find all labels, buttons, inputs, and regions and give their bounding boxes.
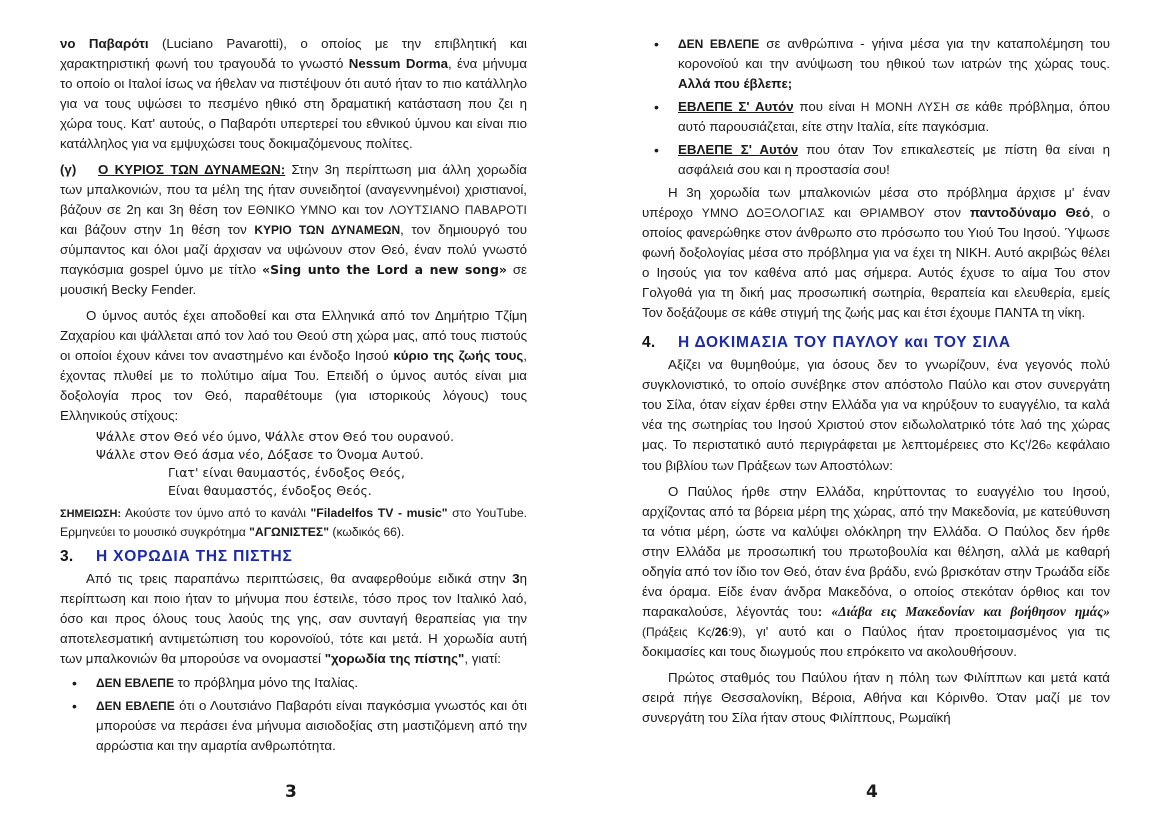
right-paragraph-2 [642, 355, 1110, 476]
list-item [642, 34, 1110, 94]
text-bold: ΔΕΝ ΕΒΛΕΠΕ [96, 676, 174, 690]
text-bold: Nessum Dorma [348, 56, 448, 71]
left-paragraph-4 [60, 569, 527, 669]
text: , ο οποίος φανερώθηκε στον άνθρωπο στο πρόσωπο του Υιού Του Ιησού. Ύψωσε φωνή δοξολογίας μέσα στο πρόβλημα για να έχει τη ΝΙΚΗ. Αυτό ακριβώς θέλει ο Ιησούς για τον καθένα από μας σήμερα. Αυτός έχυσε το αίμα Του στον Γολγοθά για τη δική μας προσωπική σωτηρία, θεραπεία και ελευθερία, εμείς Τον δοξάζουμε σε κάθε στιγμή της ζωής μας και έτσι έχουμε ΠΑΝΤΑ τη νίκη. [642, 205, 1110, 320]
hymn-line: Γιατ' είναι θαυμαστός, ένδοξος Θεός, [168, 465, 405, 480]
reference-text: (Πράξεις Κς/ [642, 625, 715, 639]
text: σε κάθε πρόβλημα, όπου αυτό παρουσιάζεται, είτε στην Ιταλία, είτε παγκόσμια. [678, 99, 1110, 134]
right-paragraph-3 [642, 482, 1110, 662]
reference-text: :9) [728, 625, 743, 639]
reference-bold: 26 [714, 625, 729, 639]
text-bold: κύριο της ζωής τους [393, 348, 524, 363]
smallcaps-text: ΛΟΥΤΣΙΑΝΟ ΠΑΒΑΡΟΤΙ [388, 203, 528, 217]
text: Ο Παύλος ήρθε στην Ελλάδα, κηρύττοντας το ευαγγέλιο του Ιησού, αρχίζοντας από τα βόρεια μέρη της χώρας, από την Μακεδονία, με κατεύθυνση τα νότια μέρη, ώστε να καλύψει ολόκληρη την Ελλάδα. Ο Παύλος δεν ήρθε στην Ελλάδα με προσωπική του πρωτοβουλία και θέληση, αλλά με καθαρή οδηγία από τον ίδιο τον Θεό, όταν ένα βράδυ, ενώ βρισκόταν στην Τρωάδα είδε ένα όραμα. Είδε έναν άνδρα Μακεδόνα, ο οποίος στεκόταν όρθιος και τον παρακαλούσε, λέγοντάς του [642, 484, 1110, 619]
right-page-column [642, 34, 1110, 728]
text: Αξίζει να θυμηθούμε, για όσους δεν το γνωρίζουν, ένα γεγονός πολύ συγκλονιστικό, το οποίο συνέβηκε στον απόστολο Παύλο και στον συνεργάτη του Σίλα, όταν είχαν έρθει στην Ελλάδα για να κηρύξουν το ευαγγέλιο, τα καλά νέα της σωτηρίας του Ιησού Χριστού στον ειδωλολατρικό τότε λαό της χώρας μας. Το περιστατικό αυτό περιγράφεται με λεπτομέρειες στο Κς'/26 [642, 357, 1110, 452]
left-page-column [60, 34, 527, 759]
note-paragraph [60, 504, 527, 541]
text-bold: 3 [512, 571, 520, 586]
text: στο YouTube. Ερμηνεύει το μουσικό συγκρότημα [60, 506, 527, 539]
text: Στην 3η περίπτωση μια άλλη χορωδία των μπαλκονιών, που τα μέλη της ήταν συνειδητοί (αναγεννημένοι) χριστιανοί, βάζουν σε 2η και 3η θέση τον [60, 162, 527, 217]
text: που είναι [793, 99, 861, 114]
text: Η 3η χορωδία των μπαλκονιών μέσα στο πρόβλημα άρχισε μ' έναν υπέροχο [642, 185, 1110, 220]
hymn-line: Είναι θαυμαστός, ένδοξος Θεός. [168, 483, 372, 498]
right-bullet-list [642, 34, 1110, 180]
section-4-heading [642, 333, 1110, 353]
text: , γιατί: [464, 651, 501, 666]
text-bold: : [817, 604, 832, 619]
list-item [60, 673, 527, 693]
text: (Luciano Pavarotti), ο οποίος με την επιβλητική και χαρακτηριστική φωνή του τραγουδά το γνωστό [60, 36, 527, 71]
text: που όταν Τον επικαλεστείς με πίστη θα είναι η ασφάλειά σου και η προστασία σου! [678, 142, 1111, 177]
hymn-line: Ψάλλε στον Θεό άσμα νέο, Δόξασε το Όνομα Αυτού. [96, 447, 424, 462]
text: στον [924, 205, 970, 220]
left-paragraph-1 [60, 34, 527, 154]
right-paragraph-1 [642, 183, 1110, 323]
text: και [825, 205, 860, 220]
text: κεφάλαιο του βιβλίου των Πράξεων των Αποστόλων: [642, 437, 1110, 473]
text-bold: νο Παβαρότι [60, 36, 149, 51]
hymn-line: Ψάλλε στον Θεό νέο ύμνο, Ψάλλε στον Θεό του ουρανού. [96, 429, 455, 444]
hymn-lyrics [96, 428, 527, 500]
text: ότι ο Λουτσιάνο Παβαρότι είναι παγκόσμια γνωστός και ότι μπορούσε να περάσει ένα μήνυμα αισιοδοξίας στη μαστιζόμενη από την αρρώστια και την αμαρτία ανθρωπότητα. [96, 698, 527, 753]
text: Ο ύμνος αυτός έχει αποδοθεί και στα Ελληνικά από τον Δημήτριο Τζίμη Ζαχαρίου και ψάλλεται από τον λαό του Θεού στη χώρα μας, από τους πιστούς οι οποίοι έχουν κάνει τον αναστημένο και ένδοξο Ιησού [60, 308, 527, 363]
list-item [60, 696, 527, 756]
text-bold-underline: ΕΒΛΕΠΕ Σ' Αυτόν [678, 99, 794, 114]
page-number-right: 4 [866, 782, 878, 802]
text-bold: παντοδύναμο Θεό [969, 205, 1091, 220]
smallcaps-text: ΥΜΝΟ ΔΟΞΟΛΟΓΙΑΣ [701, 206, 826, 220]
smallcaps-bold-text: ΚΥΡΙΟ ΤΩΝ ΔΥΝΑΜΕΩΝ [254, 223, 401, 237]
section-title: Η ΧΟΡΩΔΙΑ ΤΗΣ ΠΙΣΤΗΣ [96, 548, 293, 565]
left-bullet-list [60, 673, 527, 756]
left-paragraph-2 [60, 160, 527, 300]
text-bold: ΔΕΝ ΕΒΛΕΠΕ [96, 699, 175, 713]
superscript-text: ο [1046, 441, 1052, 451]
smallcaps-text: ΕΘΝΙΚΟ ΥΜΝΟ [247, 203, 337, 217]
text: , τον δημιουργό του σύμπαντος και όλοι μαζί άρχισαν να υψώνουν στον Θεό, έναν πολύ γνωστό παγκόσμια gospel ύμνο με τίτλο [60, 222, 527, 277]
text: το πρόβλημα μόνο της Ιταλίας. [173, 675, 359, 690]
section-3-heading [60, 547, 527, 567]
section-number: 4. [642, 334, 656, 351]
text: σε μουσική Becky Fender. [60, 262, 527, 297]
text: η περίπτωση και ποιο ήταν το μήνυμα που έστειλε, τόσο προς τον Ιταλικό λαό, όσο και προς όλους τους λαούς της γης, σαν συνταγή θεραπείας για την αποτελεσματική αντιμετώπιση του κορονοϊού, τότε και μετά. Η χορωδία αυτή των μπαλκονιών θα μπορούσε να ονομαστεί [60, 571, 527, 666]
text-bold-underline: ΕΒΛΕΠΕ Σ' Αυτόν [678, 142, 799, 157]
page-number-left: 3 [285, 782, 297, 802]
text: και τον [336, 202, 389, 217]
text: σε ανθρώπινα - γήινα μέσα για την καταπολέμηση του κορονοϊού και την ανύψωση του ηθικού των ιατρών της χώρας τους. [678, 36, 1110, 71]
text: (κωδικός 66). [329, 525, 405, 539]
section-title: Ο ΚΥΡΙΟΣ ΤΩΝ ΔΥΝΑΜΕΩΝ: [98, 162, 286, 177]
bible-quote: «Διάβα εις Μακεδονίαν και βοήθησον ημάς» [831, 604, 1111, 619]
text: Από τις τρεις παραπάνω περιπτώσεις, θα αναφερθούμε ειδικά στην [86, 571, 513, 586]
section-number: 3. [60, 548, 74, 565]
text: και βάζουν στην 1η θέση τον [60, 222, 255, 237]
text: Ακούστε τον ύμνο από το κανάλι [121, 506, 311, 520]
text-bold: "χορωδία της πίστης" [324, 651, 465, 666]
right-paragraph-4: Πρώτος σταθμός του Παύλου ήταν η πόλη των Φιλίππων και μετά κατά σειρά πήγε Θεσσαλονίκη, Βέροια, Αθήνα και Κόρινθο. Όταν μαζί με τον συνεργάτη του Σίλα ήταν στους Φιλίππους, Ρωμαϊκή [642, 670, 1110, 725]
text: , ένα μήνυμα το οποίο οι Ιταλοί ίσως να ήθελαν να πιστέψουν ότι αυτό ήταν το πιο κατάλληλο για να τους υψώσει το πεσμένο ηθικό στη δραματική κατάσταση που ζει η χώρα τους. Κατ' αυτούς, ο Παβαρότι υπερτερεί του εθνικού ύμνου και είναι πιο κατάλληλος για να εμψυχώσει τους δοκιμαζόμενους πολίτες. [60, 56, 528, 151]
text-bold: "ΑΓΩΝΙΣΤΕΣ" [249, 525, 329, 539]
text: , έχοντας πλυθεί με το πολύτιμο αίμα Του. Επειδή ο ύμνος αυτός είναι μια δοξολογία προς τον Θεό, παραθέτουμε (για ιστορικούς λόγους) τους Ελληνικούς στίχους: [60, 348, 527, 423]
text: , γι' αυτό και ο Παύλος ήταν προετοιμασμένος για τις δοκιμασίες και τους διωγμούς που επρόκειτο να ακολουθήσουν. [642, 624, 1110, 659]
section-title: Η ΔΟΚΙΜΑΣΙΑ ΤΟΥ ΠΑΥΛΟΥ και ΤΟΥ ΣΙΛΑ [678, 334, 1011, 351]
left-paragraph-3 [60, 306, 527, 426]
smallcaps-text: Η ΜΟΝΗ ΛΥΣΗ [860, 100, 950, 114]
list-item [642, 97, 1110, 137]
text-bold: ΔΕΝ ΕΒΛΕΠΕ [678, 37, 760, 51]
section-label: (γ) [60, 162, 77, 177]
text-bold: "Filadelfos TV - music" [310, 506, 448, 520]
note-label: ΣΗΜΕΙΩΣΗ: [60, 508, 122, 520]
list-item [642, 140, 1110, 180]
smallcaps-text: ΘΡΙΑΜΒΟΥ [859, 206, 925, 220]
song-title: «Sing unto the Lord a new song» [262, 262, 507, 277]
text-bold: Αλλά που έβλεπε; [678, 76, 793, 91]
